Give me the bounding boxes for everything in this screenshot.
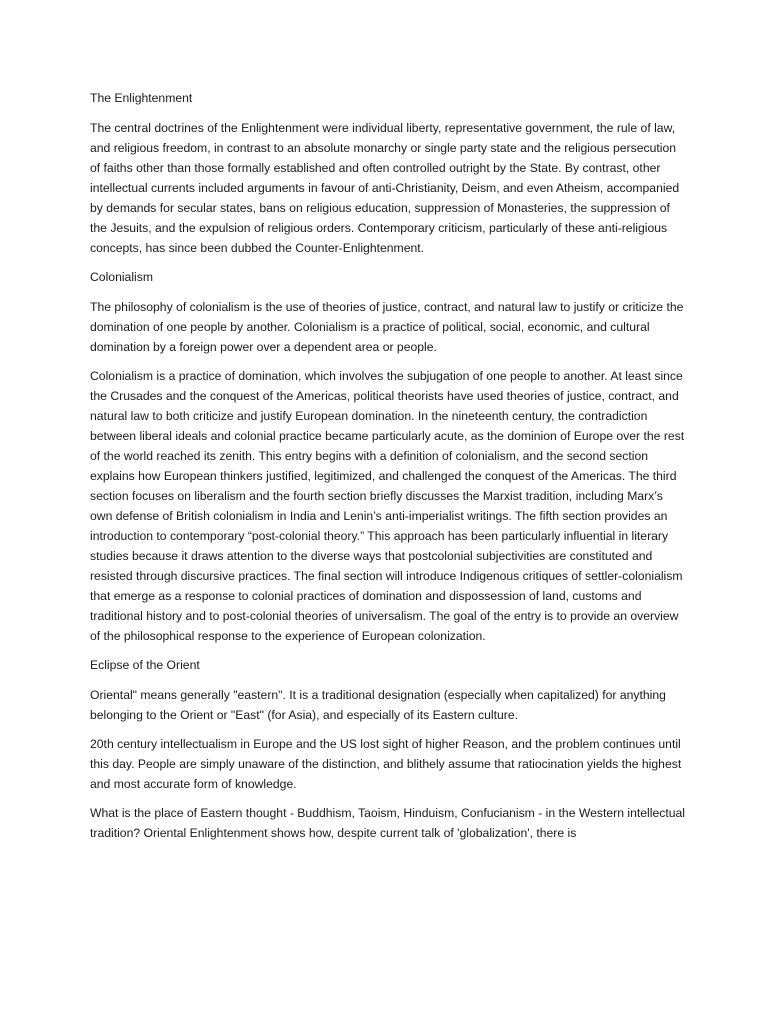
section-enlightenment [90, 88, 688, 258]
section-heading: The Enlightenment [90, 91, 193, 105]
paragraph: Colonialism is a practice of domination, which involves the subjugation of one people to another. At least since the Crusades and the conquest of the Americas, political theorists have used theories of justice, contract, and natural law to both criticize and justify European domination. In the nineteenth century, the contradiction between liberal ideals and colonial practice became particularly acute, as the dominion of Europe over the rest of the world reached its zenith. This entry begins with a definition of colonialism, and the second section explains how European thinkers justified, legitimized, and challenged the conquest of the Americas. The third section focuses on liberalism and the fourth section briefly discusses the Marxist tradition, including Marx’s own defense of British colonialism in India and Lenin’s anti-imperialist writings. The fifth section provides an introduction to contemporary “post-colonial theory.” This approach has been particularly influential in literary studies because it draws attention to the diverse ways that postcolonial subjectivities are constituted and resisted through discursive practices. The final section will introduce Indigenous critiques of settler-colonialism that emerge as a response to colonial practices of domination and dispossession of land, customs and traditional history and to post-colonial theories of universalism. The goal of the entry is to provide an overview of the philosophical response to the experience of European colonization. [90, 369, 685, 643]
section-heading: Colonialism [90, 270, 153, 284]
paragraph: Oriental" means generally "eastern". It is a traditional designation (especially when capitalized) for anything belonging to the Orient or "East" (for Asia), and especially of its Eastern culture. [90, 688, 666, 722]
paragraph: The central doctrines of the Enlightenment were individual liberty, representative government, the rule of law, and religious freedom, in contrast to an absolute monarchy or single party state and the religious persecution of faiths other than those formally established and often controlled outright by the State. By contrast, other intellectual currents included arguments in favour of anti-Christianity, Deism, and even Atheism, accompanied by demands for secular states, bans on religious education, suppression of Monasteries, the suppression of the Jesuits, and the expulsion of religious orders. Contemporary criticism, particularly of these anti-religious concepts, has since been dubbed the Counter-Enlightenment. [90, 121, 680, 255]
paragraph: The philosophy of colonialism is the use of theories of justice, contract, and natural law to justify or criticize the domination of one people by another. Colonialism is a practice of political, social, economic, and cultural domination by a foreign power over a dependent area or people. [90, 300, 684, 354]
section-eclipse-of-the-orient [90, 655, 688, 843]
paragraph: What is the place of Eastern thought - Buddhism, Taoism, Hinduism, Confucianism - in the Western intellectual tradition? Oriental Enlightenment shows how, despite current talk of 'globalization', there is [90, 806, 685, 840]
section-colonialism [90, 267, 688, 646]
section-heading: Eclipse of the Orient [90, 658, 200, 672]
paragraph: 20th century intellectualism in Europe and the US lost sight of higher Reason, and the problem continues until this day. People are simply unaware of the distinction, and blithely assume that ratiocination yields the highest and most accurate form of knowledge. [90, 737, 682, 791]
document-page [90, 88, 688, 852]
